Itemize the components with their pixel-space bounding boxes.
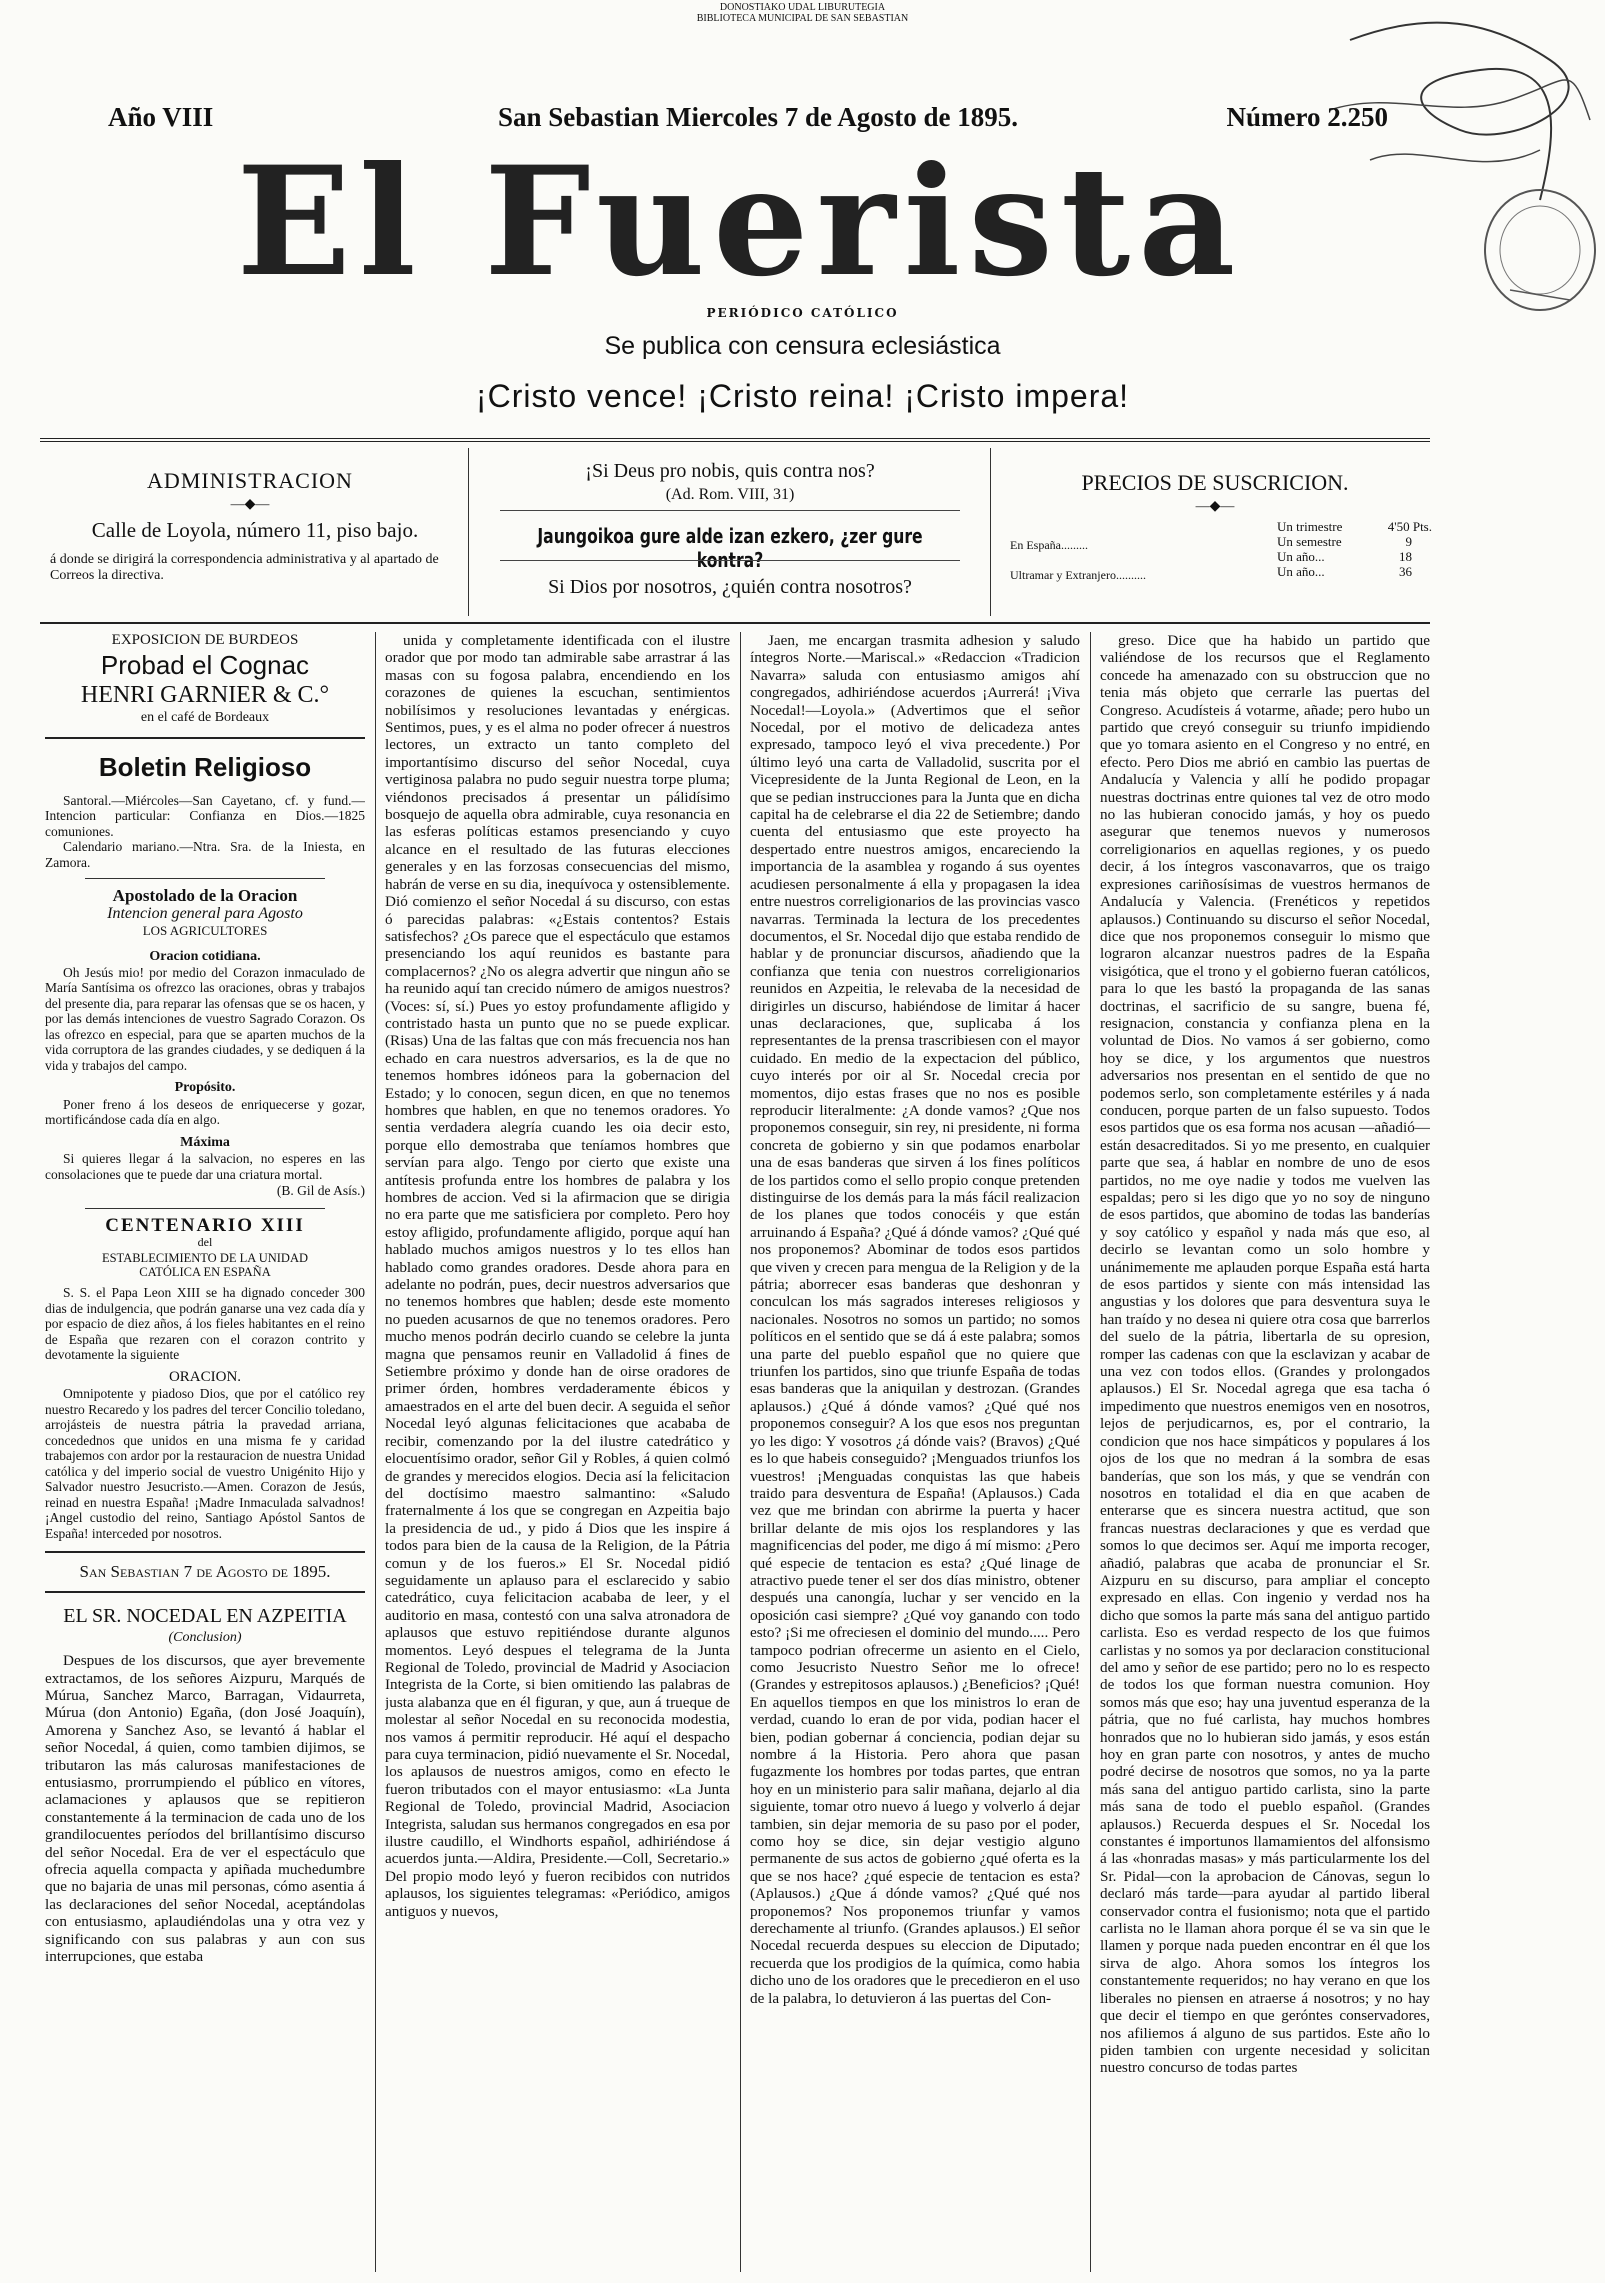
newspaper-title: El Fuerista [236,134,1244,310]
cognac-ad-title: Probad el Cognac [100,650,310,681]
maxima-text: Si quieres llegar á la salvacion, no esperes en las consolaciones que te puede dar una criatura mortal. [45,1151,365,1182]
administracion-address: Calle de Loyola, número 11, piso bajo. [91,518,419,542]
precio-row: Un semestre 9 [1277,534,1412,549]
content-divider [40,622,1430,624]
precios-title: PRECIOS DE SUSCRICION. [1081,470,1349,495]
column-2 [385,632,730,2272]
column-rule [375,632,376,2272]
proposito-title: Propósito. [174,1080,236,1096]
handwritten-signature-stamp [1310,0,1605,330]
article-text-col3: Jaen, me encargan trasmita adhesion y saludo íntegros Norte.—Mariscal.» «Redaccion «Tradicion Navarra» saluda con entusiasmo amigos ahí congregados, adhiriéndose acuerdos ¡Aurrerá! ¡Viva Nocedal!—Loyola.» (Advertimos que el señor Nocedal, por el motivo de delicadeza antes expresado, tampoco leyó el viva precedente.) Por último leyó una carta de Valladolid, suscrita por el Vicepresidente de la Junta Regional de Leon, en la que se pedian instrucciones para la Junta que en dicha capital ha de celebrarse el dia 22 de Setiembre; dando cuenta del entusiasmo que este proyecto ha despertado entre nuestros amigos, encareciendo la importancia de la asamblea y rogando á sus oyentes acudiesen personalmente á ella y propagasen la idea entre nuestros correligionarios de las provincias vasco navarras. Terminada la lectura de los precedentes documentos, el Sr. Nocedal dijo que estaba rendido de hablar y de pronunciar discursos, añadiendo que la confianza que tenia con nuestros correligionarios reunidos en Azpeitia, le relevaba de la necesidad de dirigirles un discurso, habiéndose de limitar á hacer unas declaraciones, que, suplicaba á los representantes de la prensa trascribiesen con el mayor cuidado. En medio de la expectacion del público, cuyo interés por oir al Sr. Nocedal crecia por momentos, dijo estas frases que no nos es posible reproducir literalmente: ¿A donde vamos? ¿Que nos proponemos conseguir, sin rey, ni presidente, ni forma concreta de gobierno y sin que podamos enarbolar una de esas banderas que sirven á los fines políticos de los partidos como el sello propio conque pretenden distinguirse de los demás para la más fácil realizacion de los planes que todos conocéis y que están arruinando á España? ¿Qué á dónde vamos? ¿Qué qué nos proponemos? Abominar de todos esos partidos que viven y crecen para mengua de la Religion y de la pátria; aborrecer esas banderas que deshonran y conculcan los más sagrados intereses religiosos y nacionales. Nosotros no somos un partido; no somos políticos en el sentido que se dá á este palabra; somos una parte del pueblo español que no quiere que triunfen los partidos, sino que triunfe España de todas esas banderas que la aniquilan y destrozan. (Grandes aplausos.) ¿Qué á dónde vamos? ¿Qué qué nos proponemos conseguir? A los que esos nos preguntan yo les digo: Y vosotros ¿á dónde vais? (Bravos) ¿Qué es lo que habeis conseguido? ¡Menguados triunfos los vuestros! ¡Menguadas conquistas las que habeis traido para desventura de España! (Aplausos.) Cada vez que me brindan con abrirme la puerta y hacer brillar delante de mis ojos los resplandores y las magnificencias del poder, me digo á mí mismo: ¿Pero qué especie de tentacion es esta? ¿Qué linage de atractivo puede tener el ser dos días ministro, obtener después una canongía, luchar y ser vencido en la oposición casi siempre? ¿Qué voy ganando con todo esto? ¡Si me ofreciesen el dominio del mundo..... Pero tampoco podrian ofrecerme un asiento en el Cielo, como Jesucristo Nuestro Señor me lo ofrece! (Grandes y estrepitosos aplausos.) ¿Beneficios? ¡Qué! En aquellos tiempos en que los ministros lo eran de verdad, cuando lo eran de por vida, podian hacer el bien, podian gobernar á conciencia, podian dejar su nombre á la Historia. Pero ahora que pasan fugazmente los hombres por todas partes, que entran hoy en un ministerio para salir mañana, dejarlo al dia siguiente, tomar otro nuevo á luego y volverlo á dejar tambien, sin dejar memoria de su paso por el poder, como hoy se dice, sin dejar vestigio alguno permanente de sus actos de gobierno ¿qué oferta es la que se nos hace? ¿qué especie de tentacion es esta? (Aplausos.) ¿Que á dónde vamos? ¿Qué qué nos proponemos? Nos proponemos triunfar y vamos derechamente al triunfo. (Grandes aplausos.) El señor Nocedal recuerda despues su eleccion de Diputado; recuerda que los prodigios de la química, como habia dicho uno de los oradores que le precedieron en el uso de la palabra, lo detuvieron á las puertas del Con- [750,632,1080,2007]
precio-row: Un año... 18 [1277,549,1412,564]
column-4 [1100,632,1430,2272]
masthead-motto: ¡Cristo vence! ¡Cristo reina! ¡Cristo impera! [475,378,1130,414]
divider-v [990,448,991,616]
library-stamp-line2: BIBLIOTECA MUNICIPAL DE SAN SEBASTIAN [696,13,909,24]
boletin-title: Boletin Religioso [98,751,312,782]
centenario-del: del [197,1235,213,1250]
issue-number: Número 2.250 [1226,102,1388,132]
divider [45,737,365,739]
precios-ultramar-label: Ultramar y Extranjero.......... [1010,568,1146,582]
divider [85,1208,325,1209]
motto-ref: (Ad. Rom. VIII, 31) [665,486,795,503]
precio-row: Un año... 36 [1277,564,1412,579]
maxima-title: Máxima [180,1134,230,1150]
motto-latin: ¡Si Deus pro nobis, quis contra nos? [585,460,875,482]
leon-text: S. S. el Papa Leon XIII se ha dignado conceder 300 dias de indulgencia, que podrán ganarse una vez cada día y por espacio de diez años, á los fieles habitantes en el reino de España que rezaren con el corazon contrito y devotamente la siguiente [45,1285,365,1363]
maxima-signature: (B. Gil de Asís.) [276,1183,365,1199]
motto-spanish: Si Dios por nosotros, ¿quién contra nosotros? [548,576,912,598]
oracion-cotidiana-title: Oracion cotidiana. [149,948,261,964]
santoral-text: Santoral.—Miércoles—San Cayetano, cf. y fund.—Intencion particular: Confianza en Dios.—1825 comuniones. [45,792,365,839]
header-divider [40,438,1430,442]
library-stamp-line1: DONOSTIAKO UDAL LIBURUTEGIA [719,2,886,13]
precios-ornament: —◆— [1195,499,1235,514]
article-text-col2: unida y completamente identificada con el ilustre orador que por modo tan admirable sabe arrastrar á las masas con su fogosa palabra, encendiendo en los corazones de quienes la escuchan, sentimientos nobilísimos y resoluciones levantadas y enérgicas. Sentimos, pues, y es el alma no poder ofrecer á nuestros lectores, un extracto un tanto completo del importantísimo discurso del señor Nocedal, cuya vertiginosa palabra no pudo seguir nuestra torpe pluma; viéndonos precisados á presentar un pálidísimo bosquejo de aquella obra admirable, cuya resonancia en las esferas políticas estamos presenciando y cuyo alcance en el resultado de las futuras elecciones generales y en las forzosas consecuencias del mismo, habrán de verse en su dia, inequívoca y ostensiblemente. Dió comienzo el señor Nocedal á su discurso, con estas ó parecidas palabras: «¿Estais contentos? Estais satisfechos? ¿Os parece que el espectáculo que estamos presenciando los aquí reunidos es bastante para complacernos? ¿No os alegra advertir que ningun año se ha reunido aquí tan crecido número de amigos nuestros? (Voces: sí, sí.) Pues yo estoy profundamente afligido y contristado hasta un punto que no se puede explicar. (Risas) Una de las faltas que con más frecuencia nos han echado en cara nuestros adversarios, es la de que no tenemos hombres idóneos para la gobernacion del Estado; y lo conocen, segun dicen, en que no tenemos hombres que hablen, en que no tenemos oradores. Yo sentia verdadera alegría cuando les oia decir esto, porque ello demostraba que teníamos hombres que servían para algo. Tengo por cierto que existe una antítesis profunda entre los hombres de palabra y los hombres de accion. Ved si la afirmacion que se dirigia no era parte que me satisficiera por completo. Pero hoy estoy afligido, profundamente afligido, porque aquí han hablado muchos amigos nuestros y lo tes ellos han hablado como grandes oradores. Desde ahora para en adelante no podrán, pues, decir nuestros adversarios que no tenemos hombres que hablen; desde este momento no pueden acusarnos de que no tenemos oradores. Pero mucho menos podrán decirlo cuando se celebre la junta magna que pensamos reunir en Valladolid á fines de Setiembre próximo y donde han de oirse oradores de primer órden, hombres verdaderamente ébicos y amaestrados en el arte del buen decir. A seguida el señor Nocedal leyó algunas felicitaciones que acababa de recibir, comenzando por la del ilustre catedrático y elocuentísimo orador, señor Gil y Robles, á quien colmó de grandes y merecidos elogios. Decia así la felicitacion del doctísimo maestro salmantino: «Saludo fraternalmente á los que se congregan en Azpeitia bajo la presidencia de ud., y pido á Dios que les inspire á todos para bien de la causa de la Religion, de la Pátria comun y de los fueros.» El Sr. Nocedal pidió seguidamente un aplauso para el esclarecido y sabio catedrático, cuya felicitacion acababa de leer, y el auditorio en masa, contestó con una salva atronadora de aplausos que estuvo repitiéndose durante algunos momentos. Leyó despues el telegrama de la Junta Regional de Toledo, provincial de Madrid y Asociacion Integrista de la Corte, si bien omitiendo las palabras de justa alabanza que en él figuran, y que, aun á trueque de molestar al señor Nocedal en su reconocida modestia, nos vamos á permitir reproducir. Hé aquí el despacho para cuya terminacion, pidió nuevamente el Sr. Nocedal, los aplausos de nuestros amigos, como en efecto le fueron tributados con el mayor entusiasmo: «La Junta Regional de Toledo, provincial Madrid, Asociacion Integrista, saludan sus hermanos congregados en esa por ilustre caudillo, el Windhorts español, adhiriéndose á acuerdos junta.—Aldira, Presidente.—Coll, Secretario.» Del propio modo leyó y fueron recibidos con nutridos aplausos, los siguientes telegramas: «Periódico, amigos antiguos y nuevos, [385,632,730,1920]
cognac-ad-cafe: en el café de Bordeaux [140,710,270,726]
motto-divider [500,510,960,511]
precios-rows [1277,519,1432,579]
column-3 [750,632,1080,2272]
centenario-title: CENTENARIO XIII [105,1214,305,1236]
dateline: San Sebastian 7 de Agosto de 1895. [79,1562,331,1582]
precios-espana-label: En España......... [1010,538,1088,552]
oracion-cotidiana-text: Oh Jesús mio! por medio del Corazon inmaculado de María Santísima os ofrezco las oraciones, obras y trabajos del presente dia, para reparar las ofensas que se os hacen, y por las demás intenciones de vuestro Sagrado Corazon. Os las ofrezco en especial, para que se aparten muchos de la vida corruptora de las grandes ciudades, y se dediquen á la vida y trabajos del campo. [45,964,365,1073]
censura-line: Se publica con censura eclesiástica [604,332,1001,360]
column-rule [740,632,741,2272]
article-text-col4: greso. Dice que ha habido un partido que valiéndose de los recursos que el Reglamento concede ha amenazado con su obstruccion que no tenia más objeto que cerrarle las puertas del Congreso. Acudísteis á votarme, añade; pero hubo un partido que creyó conseguir su triunfo impidiendo que yo tomara asiento en el Congreso y no entré, en efecto. Pero Dios me abrió en cambio las puertas de Andalucía y Valencia y allí he podido propagar nuestras doctrinas entre quiones tal vez de otro modo no las hubieran conocido jamás, y hoy os puedo asegurar que tenemos nuevos y numerosos correligionarios en aquellas regiones, y os puedo decir, á los íntegros vasconavarros, que os traigo expresiones cariñosísimas de vuestros hermanos de Andalucía y Valencia. (Frenéticos y repetidos aplausos.) Continuando su discurso el señor Nocedal, dice que nos proponemos conseguir lo mismo que lograron alcanzar nuestros padres de la España visigótica, que el trono y el gobierno fueran católicos, para lo que les bastó la propaganda de las sanas doctrinas, el sacrificio de su sangre, buena fé, resignacion, constancia y confianza plena en la voluntad de Dios. No vamos á ser gobierno, como hoy se dice, y los argumentos que nuestros adversarios nos presentan en el sentido de que no podemos serlo, son completamente estériles y á nada conducen, porque parten de un falso supuesto. Todos esos partidos que os esa forma nos acusan —añadió— están desacreditados. Si yo me presento, en cualquier parte que sea, á hablar en nombre de uno de esos partidos, no me oye nadie y todos me vuelven las espaldas; pero si les digo que yo no soy de ninguno de esos partidos, que abomino de todas las banderías y soy católico y español y nada más que eso, al decirlo se levantan como un solo hombre y unánimemente me aplauden porque España está harta de esos partidos y siente con más intensidad las angustias y los dolores que para desventura suya le han traído y no desea ni quiere otra cosa que barrerlos del suelo de la pátria, libertarla de su opresion, romper las cadenas con que la esclavizan y acabar de una vez con todos ellos. (Grandes y prolongados aplausos.) El Sr. Nocedal agrega que esa tacha ó impedimento que nuestros enemigos ven en nosotros, lejos de perjudicarnos, es, por el contrario, la condicion que nos hace simpáticos y populares á los ojos de los que no medran á la sombra de esas banderías, que son los más, y que se vendrán con nosotros en totalidad el dia en que acaben de enterarse que es sincera nuestra actitud, que son francas nuestras declaraciones y que es verdad que somos lo que decimos ser. Aquí me importa recoger, añadió, palabras que acaba de pronunciar el Sr. Aizpuru en su discurso, para ampliar el concepto expresado en ellas. Con ingenio y verdad nos ha dicho que somos la parte más sana del antiguo partido carlista. Eso es verdad respecto de los que fuimos carlistas y no somos ya por declaracion constitucional del amo y señor de ese partido; pero no lo es respecto de todos los que forman nuestra comunion. Hoy somos más que eso; hay una juventud esperanza de la pátria, que no fué carlista, hay muchos hombres honrados que no lo hubieran sido jamás, y esos están hoy en gran parte con nosotros, y antes de mucho podré decirse de nosotros que somos, no ya la parte más sana del antiguo partido carlista, sino la parte más sana de todo el pueblo español. (Grandes aplausos.) Recuerda despues el Sr. Nocedal los constantes é importunos llamamientos del alfonsismo á las «honradas masas» y más particularmente los del Sr. Pidal—con la aprobacion de Cánovas, segun lo declaró más tarde—para ayudar al partido liberal conservador contra el fusionismo; nota que el partido carlista no le llaman ahora porque él se va sin que le llamen y porque nada pueden encontrar en él que los sirva de algo. Ahora somos los íntegros los constantemente requeridos; no hay verano en que los liberales no piensen en atraerse á nosotros; y no hay que decir el tiempo en que geróntes conservadores, nos afiliemos á alguno de sus partidos. Este año lo piden tambien con urgente necesidad y solicitan nuestro concurso de todas partes [1100,632,1430,2077]
column-1 [45,632,365,2272]
divider [45,1591,365,1593]
article-conclusion: (Conclusion) [168,1629,242,1645]
establecimiento-title: ESTABLECIMIENTO DE LA UNIDAD CATÓLICA EN ESPAÑA [101,1251,309,1280]
year-label: Año VIII [108,102,214,132]
apostolado-title: Apostolado de la Oracion [112,886,298,906]
motto-basque: Jaungoikoa gure alde izan ezkero, ¿zer gure kontra? [537,524,923,572]
article-text-col1: Despues de los discursos, que ayer brevemente extractamos, de los señores Aizpuru, Marqués de Múrua, Sanchez Marco, Barragan, Vidaurreta, Múrua (don Antonio) Egaña, (don José Joaquín), Amorena y Sanchez Aso, se levantó á hablar el señor Nocedal, á quien, como tambien dijimos, se tributaron las más calurosas manifestaciones de entusiasmo, prorrumpiendo el público en vítores, aclamaciones y aplausos que se repitieron constantemente á la terminacion de cada uno de los grandilocuentes períodos del brillantísimo discurso del señor Nocedal. Era de ver el espectáculo que ofrecia aquella compacta y apiñada muchedumbre que no bajaria de unas mil personas, cómo asentia á las declaraciones del señor Nocedal, aceptándolas con entusiasmo, aplaudiéndolas una y otra vez y significando con sus palabras y aun con sus interrupciones, que estaba [45,1652,365,1966]
motto-divider [500,560,960,561]
administracion-title: ADMINISTRACION [147,468,353,493]
column-rule [1090,632,1091,2272]
divider [85,878,325,879]
intencion-title: Intencion general para Agosto [107,904,303,922]
proposito-text: Poner freno á los deseos de enriquecerse y gozar, mortificándose cada día en algo. [45,1096,365,1128]
date-label: San Sebastian Miercoles 7 de Agosto de 1895. [497,102,1018,132]
administracion-note: á donde se dirigirá la correspondencia administrativa y al apartado de Correos la directiva. [50,552,439,583]
newspaper-subtitle: PERIÓDICO CATÓLICO [706,306,899,320]
agricultores-title: LOS AGRICULTORES [142,923,268,939]
administracion-ornament: —◆— [230,497,270,512]
article-headline: EL SR. NOCEDAL EN AZPEITIA [63,1604,347,1627]
calendario-text: Calendario mariano.—Ntra. Sra. de la Iniesta, en Zamora. [45,839,365,870]
divider-v [468,448,469,616]
precio-row: Un trimestre 4'50 Pts. [1277,519,1432,534]
oracion-title: ORACION. [168,1368,242,1385]
oracion-text: Omnipotente y piadoso Dios, que por el católico rey nuestro Recaredo y los padres del tercer Concilio toledano, arrojásteis de nuestra pátria la pravedad arriana, concedednos que unidos en una misma fe y caridad trabajemos con ardor por la restauracion de nuestra Unidad católica y del imperio social de vuestro Unigénito Hijo y Salvador nuestro Jesucristo.—Amen. Corazon de Jesús, reinad en nuestra España! ¡Madre Inmaculada salvadnos! ¡Angel custodio del reino, Santiago Apóstol Santos de España! interceded por nosotros. [45,1386,365,1541]
expo-line: EXPOSICION DE BURDEOS [111,632,299,648]
divider [45,1551,365,1553]
cognac-ad-brand: HENRI GARNIER & C.° [80,682,330,709]
